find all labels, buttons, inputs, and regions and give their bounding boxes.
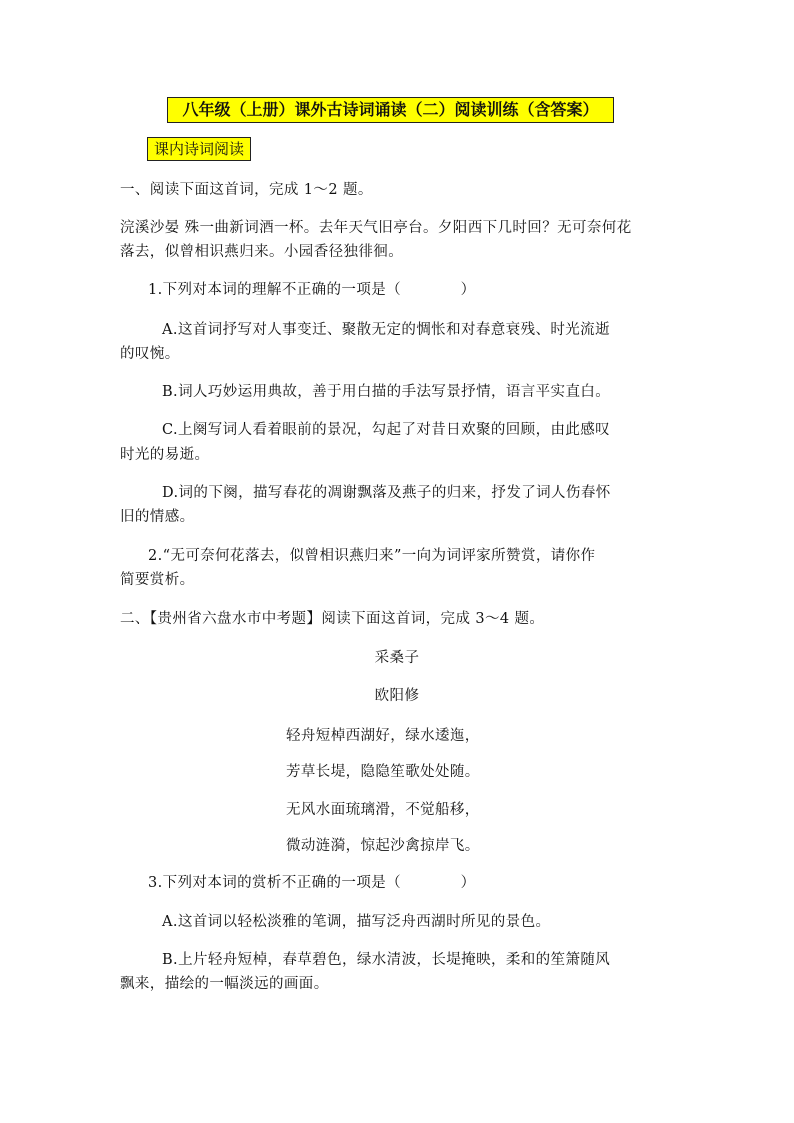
question-3-stem: 3.下列对本词的赏析不正确的一项是（ ） (148, 875, 476, 891)
poem-2-line-4: 微动涟漪，惊起沙禽掠岸飞。 (286, 838, 480, 854)
question-1-option-a: A.这首词抒写对人事变迁、聚散无定的惆怅和对春意衰残、时光流逝 (162, 322, 610, 338)
poem-2-line-1: 轻舟短棹西湖好，绿水逶迤， (286, 728, 480, 744)
poem-2-line-3: 无风水面琉璃滑，不觉船移， (286, 802, 480, 818)
question-1-stem: 1.下列对本词的理解不正确的一项是（ ） (148, 282, 476, 298)
question-1-option-d: D.词的下阕，描写春花的凋谢飘落及燕子的归来，抒发了词人伤春怀 (162, 485, 611, 501)
poem-2-author: 欧阳修 (374, 688, 420, 704)
question-1-intro: 一、阅读下面这首词，完成 1～2 题。 (120, 182, 373, 198)
question-3-option-b: B.上片轻舟短棹，春草碧色，绿水清波，长堤掩映，柔和的笙箫随风 (162, 952, 611, 968)
poem-2-title: 采桑子 (374, 650, 420, 666)
question-3-option-b-cont: 飘来，描绘的一幅淡远的画面。 (120, 976, 329, 992)
question-3-intro: 二、【贵州省六盘水市中考题】阅读下面这首词，完成 3～4 题。 (120, 611, 545, 627)
question-1-option-c-cont: 时光的易逝。 (120, 447, 210, 463)
poem-1-line-1: 浣溪沙晏 殊一曲新词酒一杯。去年天气旧亭台。夕阳西下几时回？无可奈何花 (120, 220, 632, 236)
question-1-option-c: C.上阕写词人看着眼前的景况，勾起了对昔日欢聚的回顾，由此感叹 (162, 422, 611, 438)
question-2-stem: 2.“无可奈何花落去，似曾相识燕归来”一向为词评家所赞赏，请你作 (148, 548, 596, 564)
question-1-option-b: B.词人巧妙运用典故，善于用白描的手法写景抒情，语言平实直白。 (162, 384, 611, 400)
page-title: 八年级（上册）课外古诗词诵读（二）阅读训练（含答案） (167, 97, 614, 123)
section-tag: 课内诗词阅读 (147, 137, 251, 161)
poem-1-line-2: 落去，似曾相识燕归来。小园香径独徘徊。 (120, 244, 404, 260)
question-3-option-a: A.这首词以轻松淡雅的笔调，描写泛舟西湖时所见的景色。 (162, 914, 551, 930)
poem-2-line-2: 芳草长堤，隐隐笙歌处处随。 (286, 764, 480, 780)
question-2-stem-cont: 简要赏析。 (120, 572, 195, 588)
question-1-option-a-cont: 的叹惋。 (120, 346, 180, 362)
question-1-option-d-cont: 旧的情感。 (120, 509, 195, 525)
